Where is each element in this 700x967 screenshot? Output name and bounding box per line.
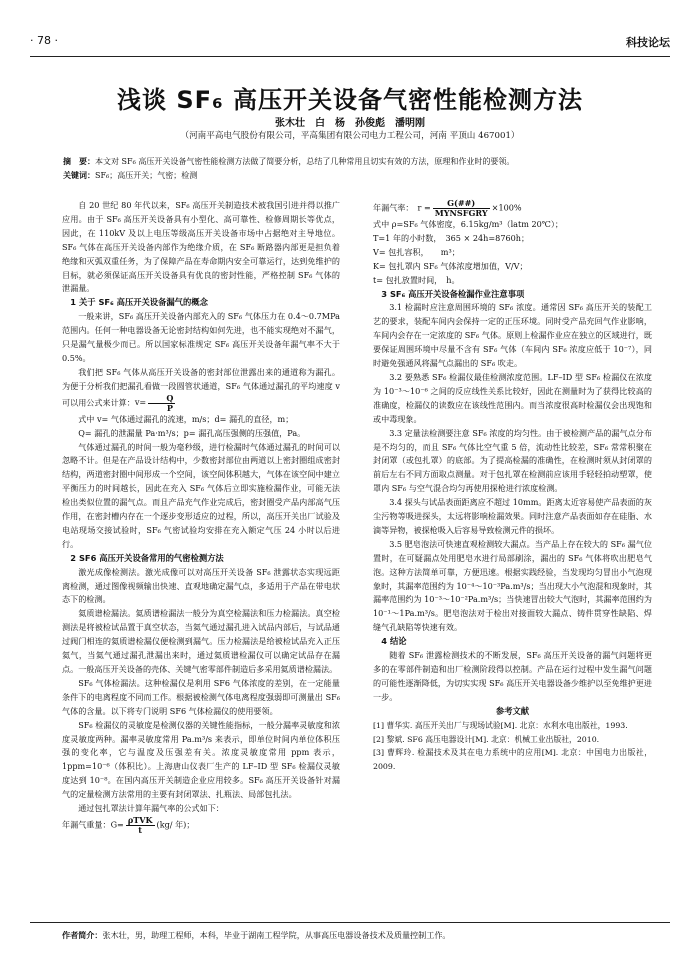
velocity-formula: v= $\frac{Q}{P}$: [134, 392, 174, 413]
variable-definition: 式中 ρ=SF₆ 气体密度，6.15kg/m³（latm 20℃）；: [373, 219, 563, 229]
paragraph: 一般来讲，SF₆ 高压开关设备内部充入的 SF₆ 气体压力在 0.4～0.7MPa 范围内。任何一种电器设备无论密封结构如何先进，也不能实现绝对不漏气，只是漏气量极少而已。所以国家标准规定 SF₆ 高压开关设备年漏气率不大于 0.5%。: [62, 311, 340, 363]
section-name: 科技论坛: [626, 36, 670, 49]
abstract-text: 本文对 SF₆ 高压开关设备气密性能检测方法做了简要分析，总结了几种常用且切实有效的方法，原理和作业时的要领。: [95, 157, 515, 166]
affiliation: （河南平高电气股份有限公司，平高集团有限公司电力工程公司，河南 平顶山 467001）: [180, 131, 520, 141]
page-header: [30, 34, 670, 50]
paragraph: SF₆ 检漏仪的灵敏度是检测仪器的关键性能指标，一般分漏率灵敏度和浓度灵敏度两种。漏率灵敏度常用 Pa.m³/s 来表示，即单位时间内单位体积压强的变化率，它与温度及压强差有关。浓度灵敏度常用 ppm 表示，1ppm=10⁻⁶（体积比）。上海唐山仪表厂生产的 LF–ID 型 SF₆ 检漏仪灵敏度达到 10⁻⁸。在国内高压开关制造企业应用较多。SF₆ 高压开关设备针对漏气的定量检测方法常用的主要有封闭罩法、扎瓶法、局部包扎法。: [62, 719, 340, 800]
paragraph: 3.2 要熟悉 SF₆ 检漏仪最佳检测浓度范围。LF–ID 型 SF₆ 检漏仪在浓度为 10⁻³～10⁻⁶ 之间的反应线性关系比较好，因此在测量时为了获得比较高的准确度，检漏仪的读数应在该线性范围内。而当浓度很高时检漏仪会出现饱和或中毒现象。: [373, 371, 652, 424]
paragraph: 通过包扎罩法计算年漏气率的公式如下：: [78, 803, 224, 814]
keywords-text: SF₆；高压开关；气密；检测: [95, 171, 198, 180]
authors: 张木壮 白 杨 孙俊彪 潘明刚: [275, 118, 425, 129]
paragraph: 随着 SF₆ 泄露检测技术的不断发展，SF₆ 高压开关设备的漏气问题将更多的在零部件制造和出厂检测阶段得以控制。产品在运行过程中发生漏气问题的可能性逐渐降低，为切实实现 SF₆ 高压开关电器设备少维护以至免维护更进一步。: [373, 650, 652, 702]
left-column: [62, 199, 340, 835]
section-heading: 2 SF6 高压开关设备常用的气密检测方法: [70, 552, 224, 563]
references-heading: 参考文献: [495, 705, 530, 716]
keywords: [63, 169, 653, 182]
right-column: [373, 199, 652, 774]
leak-weight-formula: 年漏气重量：G= $\frac{\text{ρTVK}}{t}$ (kg/ 年)；: [62, 814, 195, 835]
abstract: [63, 155, 653, 168]
paragraph: 3.4 探头与试品表面距离应不超过 10mm。距离太近容易使产品表面的灰尘污物等吸进探头，太远将影响检漏效果。同时注意产品表面如存在硅脂、水滴等异物，被探枪吸入后容易导致检测元件的损坏。: [373, 497, 652, 535]
reference-list: [373, 719, 652, 775]
reference-item: [1] 曹华实. 高压开关出厂与现场试验[M]. 北京：水利水电出版社，1993.: [373, 720, 628, 730]
variable-definition: V= 包扎容积， m³；: [373, 246, 460, 257]
reference-item: [3] 曹辉玲. 检漏技术及其在电力系统中的应用[M]. 北京：中国电力出版社，2009.: [373, 748, 652, 772]
keywords-label: 关键词：: [63, 171, 95, 180]
leak-rate-formula: 年漏气率： r = $\frac{G(\#\#)}{\text{MYNSFGRY}}$ ×100%: [373, 198, 522, 218]
author-bio: [62, 930, 660, 941]
page-number: · 78 ·: [30, 34, 58, 47]
reference-item: [2] 黎斌. SF6 高压电器设计[M]. 北京：机械工业出版社，2010.: [373, 734, 600, 744]
paragraph: 我们把 SF₆ 气体从高压开关设备的密封部位泄露出来的通道称为漏孔。为便于分析我们把漏孔看做一段圆管状通道，SF₆ 气体通过漏孔的平均速度 v 可以用公式来计算：v= $\frac{Q}{P}$: [62, 366, 340, 413]
paragraph: 激光成像检测法。激光成像可以对高压开关设备 SF₆ 泄露状态实现远距离检测，通过图像视频输出快速、直观地确定漏气点，多适用于产品在带电状态下的检测。: [62, 566, 340, 605]
header-rule: [30, 56, 670, 57]
footer-rule: [30, 922, 670, 923]
paragraph: 气体通过漏孔的时间一般为毫秒级，进行检漏时气体通过漏孔的时间可以忽略不计。但是在产品设计结构中，少数密封部位由两道以上密封圈组成密封结构，两道密封圈中间形成一个空间，该空间体积越大，气体在该空间中建立平衡压力的时间越长，因此在充入 SF₆ 气体后立即实施检漏作业，可能无法检出类似位置的漏气点。而且产品充气作业完成后，密封圈受产品内部高气压作用，在密封槽内存在一个逐步变形适应的过程，所以，高压开关出厂试验及电站现场交接试验时，SF₆ 气密试验均安排在充入额定气压 24 小时以后进行。: [62, 441, 340, 549]
paragraph: 3.3 定量法检测要注意 SF₆ 浓度的均匀性。由于被检测产品的漏气点分布是不均匀的，而且 SF₆ 气体比空气重 5 倍，流动性比较差，SF₆ 常常积聚在封闭罩（或包扎罩）的底部。为了提高检漏的准确性，在检测时须从封闭罩的前后左右不同方面取点测量。对于包扎罩在检测前应该用手轻轻拍动塑罩，使罩内 SF₆ 与空气混合均匀再使用探枪进行浓度检测。: [373, 427, 652, 494]
author-bio-label: 作者简介：: [62, 930, 103, 940]
abstract-label: 摘 要：: [63, 157, 95, 166]
author-bio-text: 张木壮，男，助理工程师，本科，毕业于湖南工程学院，从事高压电器设备技术及质量控制工作。: [102, 930, 451, 940]
paragraph: 3.1 检漏时应注意周围环境的 SF₆ 浓度。通常因 SF₆ 高压开关的装配工艺的要求，装配车间内会保持一定的正压环境。同时受产品充回气作业影响，车间内会存在一定浓度的 SF₆ 气体。原则上检漏作业应在独立的区域进行，既要保证周围环境中尽量不含有 SF₆ 气体（车间内 SF₆ 浓度应低于 10⁻⁷），同时避免强通风将漏气点漏出的 SF₆ 吹走。: [373, 302, 652, 369]
paragraph: SF₆ 气体检漏法。这种检漏仪是利用 SF6 气体浓度的差别，在一定能量条件下的电离程度不同而工作。根据被检测气体电离程度强弱即可测量出 SF₆ 气体的含量。以下将专门说明 SF6 气体检漏仪的使用要领。: [62, 677, 340, 716]
paragraph: 自 20 世纪 80 年代以来，SF₆ 高压开关制造技术被我国引进并得以推广应用。由于 SF₆ 高压开关设备具有小型化、高可靠性、检修周期长等优点，因此，在 110kV 及以上电压等级高压开关设备市场中占据绝对主导地位。SF₆ 气体在高压开关设备内部作为绝缘介质，在 SF₆ 断路器内部更是担负着绝缘和灭弧双重任务，为了保障产品在寿命期内安全可靠运行，达到免维护的目标，就必须保证高压开关设备具有优良的密封性能，严格控制 SF₆ 气体的泄漏量。: [62, 200, 340, 294]
section-heading: 1 关于 SF₆ 高压开关设备漏气的概念: [70, 297, 208, 308]
article-title: 浅谈 SF₆ 高压开关设备气密性能检测方法: [117, 86, 583, 114]
section-heading: 3 SF₆ 高压开关设备检漏作业注意事项: [381, 288, 525, 299]
paragraph: 式中 v= 气体通过漏孔的流速，m/s；d= 漏孔的直径，m；: [78, 413, 294, 424]
paragraph: Q= 漏孔的泄漏量 Pa·m³/s；p= 漏孔高压强侧的压强值，Pa。: [78, 427, 306, 438]
variable-definition: T=1 年的小时数， 365 × 24h=8760h；: [373, 232, 530, 243]
paragraph: 3.5 肥皂泡法可快速直观检测较大漏点。当产品上存在较大的 SF₆ 漏气位置时，在可疑漏点处用肥皂水进行局部刷涂，漏出的 SF₆ 气体将吹出肥皂气泡。这种方法简单可靠，方便迅速。根据实践经验，当发现均匀冒出小气泡现象时，其漏率范围约为 10⁻⁴～10⁻³Pa.m³/s；当出现大小气泡混和现象时，其漏率范围约为 10⁻³～10⁻²Pa.m³/s；当快速冒出较大气泡时，其漏率范围约为 10⁻¹～1Pa.m³/s。肥皂泡法对于检出对接面较大漏点、铸件贯穿性缺陷、焊缝气孔缺陷等快速有效。: [373, 538, 652, 633]
variable-definition: t= 包扎放置时间， h。: [373, 274, 460, 285]
section-heading: 4 结论: [381, 636, 407, 647]
paragraph: 氦质谱检漏法。氦质谱检漏法一般分为真空检漏法和压力检漏法。真空检测法是将被检试品置于真空状态，当氦气通过漏孔进入试品内部后，与试品通过阀门相连的氦质谱检漏仪便检测到漏气。压力检漏法是给被检试品充入正压氦气，当氦气通过漏孔泄漏出来时，通过氦质谱检漏仪可以确定试品存在漏点。一般高压开关设备的壳体、关键气密零部件制造后多采用氦质谱检漏法。: [62, 608, 340, 674]
variable-definition: K= 包扎罩内 SF₆ 气体浓度增加值，V/V；: [373, 260, 528, 271]
